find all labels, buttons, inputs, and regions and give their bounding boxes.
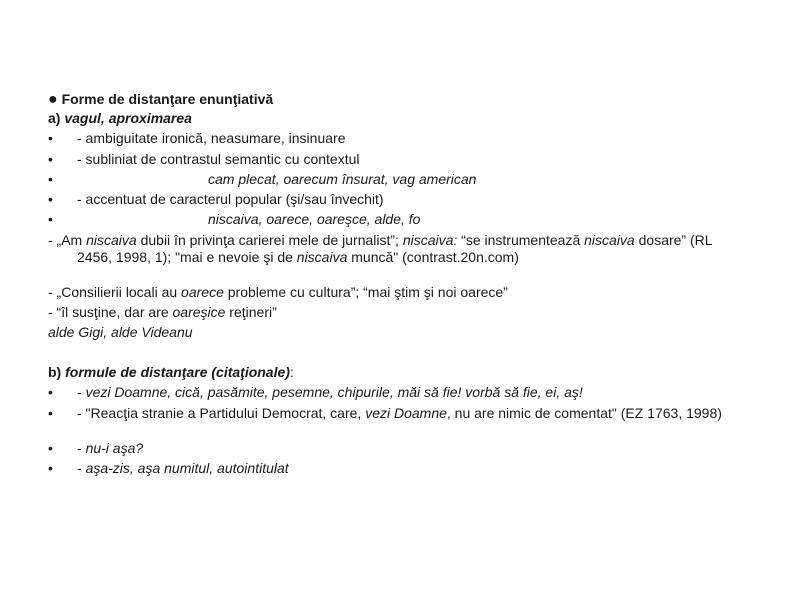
example-text: dubii în privinţa carierei mele de jurnalist”; [136, 232, 403, 248]
example-text: dosare” (RL 2456, 1998, 1); "mai e nevoie şi de [77, 232, 713, 265]
example-text: - „Am [48, 232, 87, 248]
bullet-icon: • [48, 384, 53, 400]
example-italic: niscaiva [86, 232, 137, 248]
section-b-label: b) [48, 364, 62, 380]
bullet-text: cam plecat, oarecum însurat, vag american [208, 171, 477, 187]
section-a-title-text: vagul, aproximarea [64, 110, 192, 126]
example-text: - “îl susţine, dar are [48, 304, 173, 320]
bullet-icon: • [48, 460, 53, 476]
heading-bullet-icon: ● [48, 91, 58, 108]
example-italic: niscaiva [584, 232, 635, 248]
example-italic: niscaiva [296, 249, 348, 265]
bullet-icon: • [48, 211, 53, 227]
bullet-italic: aşa-zis, aşa numitul, autointitulat [85, 460, 289, 476]
section-b-title [48, 364, 748, 381]
bullet-dash: - [77, 440, 86, 456]
example-text: muncă" (contrast.20n.com) [347, 249, 519, 265]
example-text: “se instrumentează [457, 232, 585, 248]
bullet-text [77, 460, 289, 477]
bullet-text [77, 405, 727, 422]
bullet-text [77, 384, 583, 401]
example-alde: alde Gigi, alde Videanu [48, 324, 193, 340]
bullet-dash: - [77, 384, 86, 400]
list-item [48, 405, 748, 439]
bullet-icon: • [48, 130, 53, 146]
example-text: - „Consilierii locali au [48, 284, 182, 300]
bullet-italic: vezi Doamne, cică, pasămite, pesemne, chipurile, măi să fie! vorbă să fie, ei, aş! [85, 384, 583, 400]
example-italic: oarece [181, 284, 224, 300]
bullet-text: - accentuat de caracterul popular (şi/sau învechit) [77, 191, 384, 207]
section-b-title-text: formule de distanţare (citaţionale) [65, 364, 290, 380]
bullet-icon: • [48, 191, 53, 207]
example-oaresice [48, 304, 748, 321]
bullet-icon: • [48, 405, 53, 421]
bullet-italic: vezi Doamne [365, 405, 447, 421]
section-a-label: a) [48, 110, 61, 126]
example-italic: oareşice [172, 304, 226, 320]
bullet-icon: • [48, 151, 53, 167]
example-niscaiva [48, 232, 737, 266]
bullet-dash: - [77, 460, 86, 476]
bullet-text-part: , nu are nimic de comentat" (EZ 1763, 1998) [446, 405, 722, 421]
section-b-colon: : [289, 364, 294, 380]
bullet-text [77, 440, 143, 457]
section-a-title [48, 110, 748, 127]
bullet-text: - subliniat de contrastul semantic cu contextul [77, 151, 360, 167]
bullet-text: - ambiguitate ironică, neasumare, insinuare [77, 130, 346, 146]
bullet-text-part: - "Reacţia stranie a Partidului Democrat, care, [77, 405, 366, 421]
bullet-icon: • [48, 440, 53, 456]
bullet-text: niscaiva, oarece, oareşce, alde, fo [208, 211, 421, 227]
example-text: reţineri” [225, 304, 277, 320]
example-italic: niscaiva: [402, 232, 458, 248]
example-oarece [48, 284, 748, 301]
heading-text: Forme de distanţare enunţiativă [61, 91, 274, 107]
bullet-italic: nu-i aşa? [85, 440, 144, 456]
slide-heading [48, 91, 748, 108]
example-text: probleme cu cultura”; “mai ştim şi noi oarece” [223, 284, 508, 300]
bullet-icon: • [48, 171, 53, 187]
